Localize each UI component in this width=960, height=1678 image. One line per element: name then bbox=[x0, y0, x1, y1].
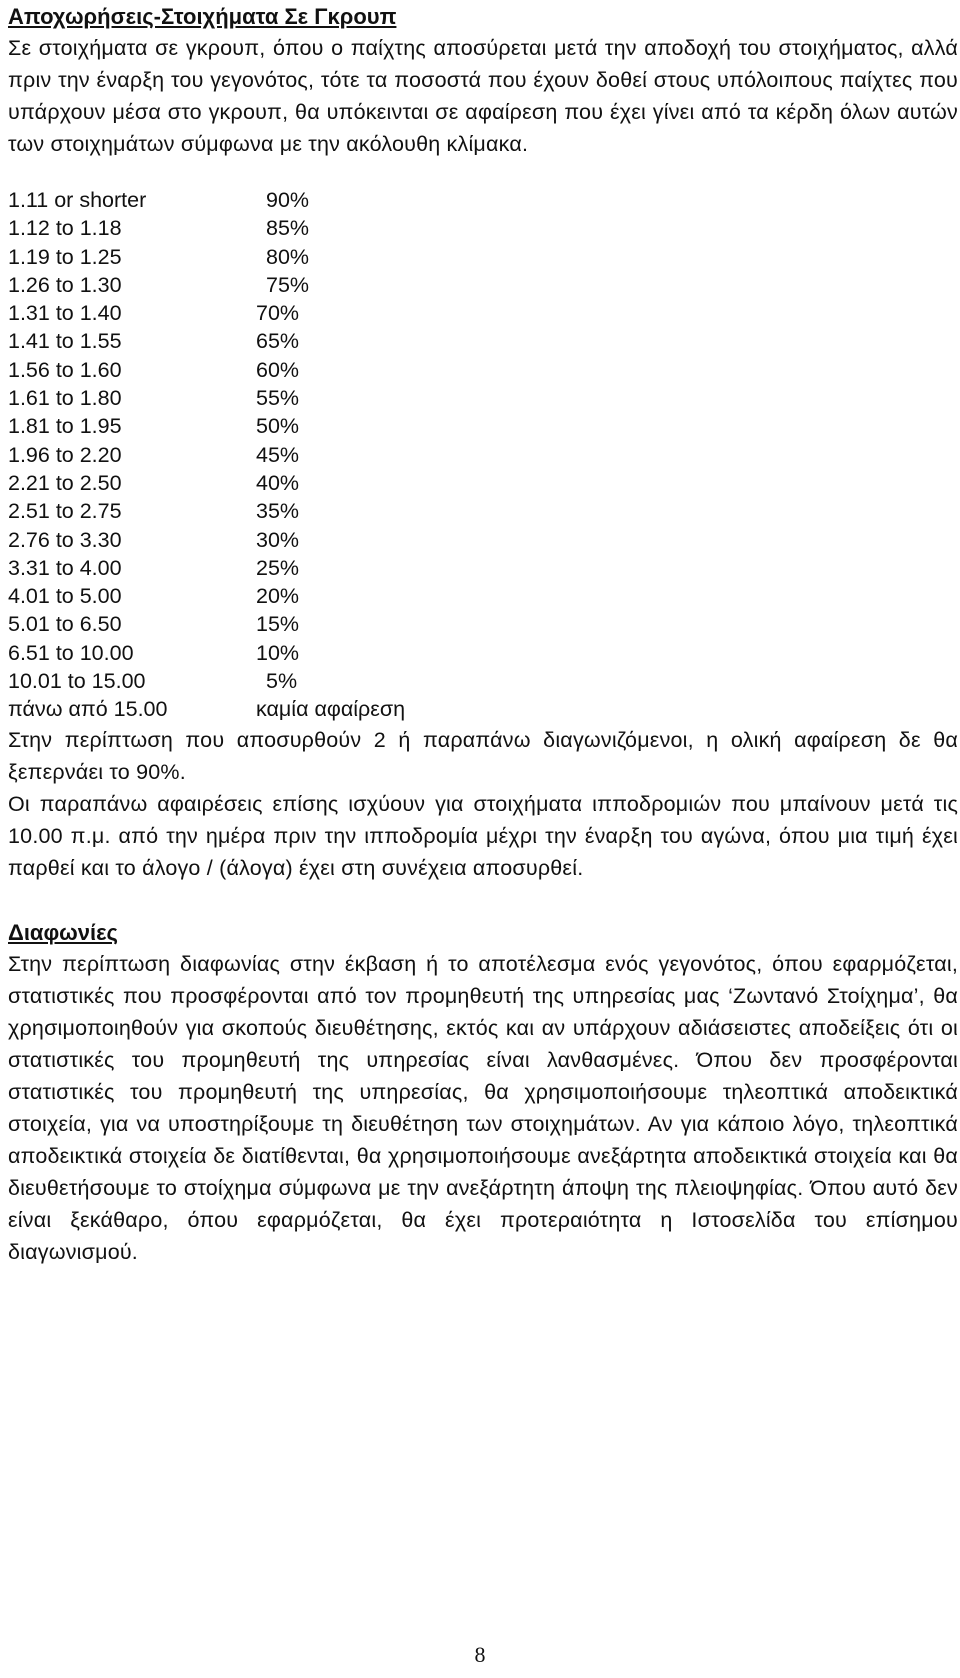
deduction-percent: 85% bbox=[266, 216, 310, 241]
odds-range: 1.96 to 2.20 bbox=[8, 442, 122, 467]
deduction-percent: 30% bbox=[256, 527, 300, 552]
deduction-row bbox=[8, 441, 958, 469]
deduction-row bbox=[8, 186, 958, 214]
odds-range: 1.12 to 1.18 bbox=[8, 216, 122, 241]
odds-range: 1.81 to 1.95 bbox=[8, 414, 122, 439]
deduction-percent: 10% bbox=[256, 640, 300, 665]
odds-range: 2.51 to 2.75 bbox=[8, 499, 122, 524]
deduction-percent: 35% bbox=[256, 499, 300, 524]
deduction-row bbox=[8, 526, 958, 554]
page-number: 8 bbox=[474, 1642, 486, 1667]
deduction-row bbox=[8, 271, 958, 299]
deduction-percent: 15% bbox=[256, 612, 300, 637]
deduction-row bbox=[8, 299, 958, 327]
odds-range: 2.76 to 3.30 bbox=[8, 527, 122, 552]
deduction-row bbox=[8, 356, 958, 384]
deduction-percent: 60% bbox=[256, 357, 300, 382]
odds-range: πάνω από 15.00 bbox=[8, 697, 168, 722]
deduction-row bbox=[8, 243, 958, 271]
deduction-percent: 75% bbox=[266, 272, 310, 297]
deduction-percent: 5% bbox=[266, 669, 298, 694]
odds-range: 5.01 to 6.50 bbox=[8, 612, 122, 637]
disputes-heading: Διαφωνίες bbox=[8, 919, 118, 945]
odds-range: 1.56 to 1.60 bbox=[8, 357, 122, 382]
deduction-row bbox=[8, 214, 958, 242]
odds-range: 6.51 to 10.00 bbox=[8, 640, 134, 665]
deduction-row bbox=[8, 497, 958, 525]
deduction-row bbox=[8, 469, 958, 497]
odds-range: 1.19 to 1.25 bbox=[8, 244, 122, 269]
odds-range: 1.26 to 1.30 bbox=[8, 272, 122, 297]
deduction-percent: 80% bbox=[266, 244, 310, 269]
deduction-percent: 40% bbox=[256, 470, 300, 495]
deduction-percent: 50% bbox=[256, 414, 300, 439]
deduction-percent: 20% bbox=[256, 584, 300, 609]
deduction-percent: 90% bbox=[266, 188, 310, 212]
odds-range: 2.21 to 2.50 bbox=[8, 470, 122, 495]
odds-range: 1.41 to 1.55 bbox=[8, 329, 122, 354]
deduction-row bbox=[8, 610, 958, 638]
disputes-paragraph: Στην περίπτωση διαφωνίας στην έκβαση ή το αποτέλεσμα ενός γεγονότος, όπου εφαρμόζεται, στατιστικές που προσφέρονται από τον προμηθευτή της υπηρεσίας μας ‘Ζωντανό Στοίχημα’, θα χρησιμοποιηθούν για σκοπούς διευθέτησης, εκτός και αν υπάρχουν αδιάσειστες αποδείξεις ότι οι στατιστικές του προμηθευτή της υπηρεσίας είναι λανθασμένες. Όπου δεν προσφέρονται στατιστικές του προμηθευτή της υπηρεσίας, θα χρησιμοποιήσουμε τηλεοπτικά αποδεικτικά στοιχεία, για να υποστηρίξουμε τη διευθέτηση των στοιχημάτων. Αν για κάποιο λόγο, τηλεοπτικά αποδεικτικά στοιχεία δε διατίθενται, θα χρησιμοποιήσουμε ανεξάρτητα αποδεικτικά στοιχεία και θα διευθετήσουμε το στοίχημα σύμφωνα με την ανεξάρτητη άποψη της πλειοψηφίας. Όπου αυτό δεν είναι ξεκάθαρο, όπου εφαρμόζεται, θα έχει προτεραιότητα η Ιστοσελίδα του επίσημου διαγωνισμού. bbox=[8, 951, 958, 1264]
deduction-percent: 25% bbox=[256, 555, 300, 580]
page-title: Αποχωρήσεις-Στοιχήματα Σε Γκρουπ bbox=[8, 4, 397, 29]
multiple-withdrawals-paragraph: Στην περίπτωση που αποσυρθούν 2 ή παραπάνω διαγωνιζόμενοι, η ολική αφαίρεση δε θα ξεπερνάει το 90%. bbox=[8, 727, 958, 784]
deduction-row bbox=[8, 639, 958, 667]
deduction-percent: καμία αφαίρεση bbox=[256, 697, 406, 722]
odds-range: 1.31 to 1.40 bbox=[8, 301, 122, 326]
deduction-percent: 55% bbox=[256, 386, 300, 411]
deduction-percent: 65% bbox=[256, 329, 300, 354]
odds-range: 1.11 or shorter bbox=[8, 188, 147, 212]
odds-range: 1.61 to 1.80 bbox=[8, 386, 122, 411]
deduction-row bbox=[8, 667, 958, 695]
deduction-row bbox=[8, 554, 958, 582]
intro-paragraph: Σε στοιχήματα σε γκρουπ, όπου ο παίχτης αποσύρεται μετά την αποδοχή του στοιχήματος, αλλά πριν την έναρξη του γεγονότος, τότε τα ποσοστά που έχουν δοθεί στους υπόλοιπους παίχτες που υπάρχουν μέσα στο γκρουπ, θα υπόκεινται σε αφαίρεση που έχει γίνει από τα κέρδη όλων αυτών των στοιχημάτων σύμφωνα με την ακόλουθη κλίμακα. bbox=[8, 36, 958, 156]
odds-range: 4.01 to 5.00 bbox=[8, 584, 122, 609]
odds-range: 10.01 to 15.00 bbox=[8, 669, 146, 694]
odds-range: 3.31 to 4.00 bbox=[8, 555, 122, 580]
deduction-row bbox=[8, 327, 958, 355]
deduction-row bbox=[8, 384, 958, 412]
deduction-table bbox=[8, 186, 958, 724]
document-page bbox=[8, 0, 958, 1268]
deduction-percent: 45% bbox=[256, 442, 300, 467]
deduction-row bbox=[8, 412, 958, 440]
horse-racing-paragraph: Οι παραπάνω αφαιρέσεις επίσης ισχύουν για στοιχήματα ιπποδρομιών που μπαίνουν μετά τις 10.00 π.μ. από την ημέρα πριν την ιπποδρομία μέχρι την έναρξη του αγώνα, όπου μια τιμή έχει παρθεί και το άλογο / (άλογα) έχει στη συνέχεια αποσυρθεί. bbox=[8, 791, 958, 880]
deduction-row bbox=[8, 695, 958, 723]
deduction-percent: 70% bbox=[256, 301, 300, 326]
deduction-row bbox=[8, 582, 958, 610]
